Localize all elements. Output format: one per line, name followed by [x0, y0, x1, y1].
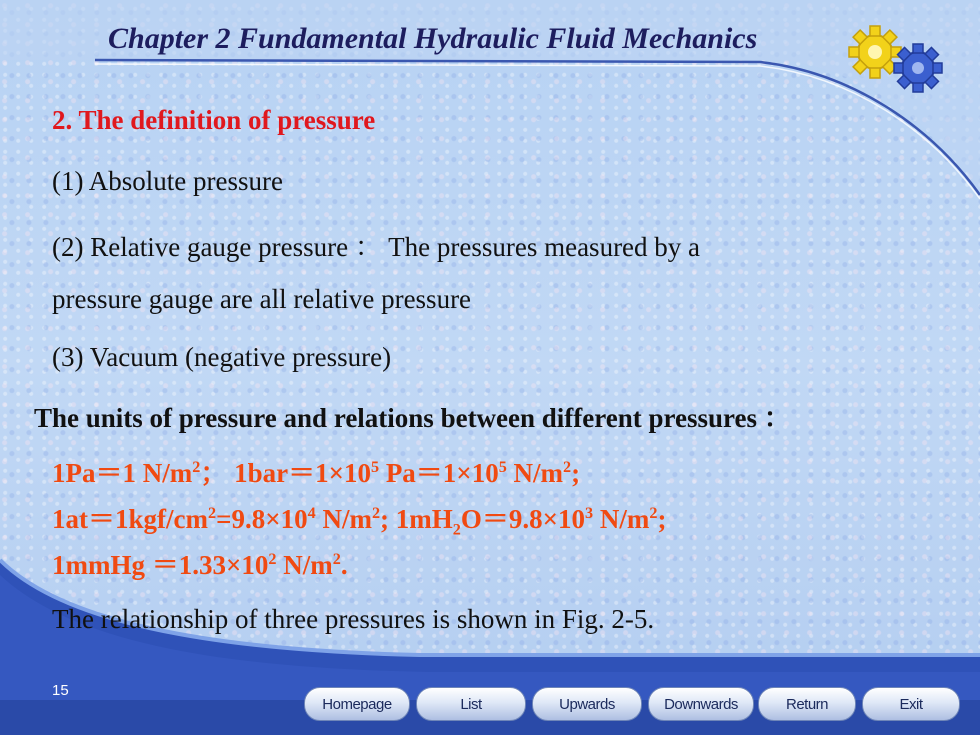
- upwards-button[interactable]: Upwards: [532, 687, 642, 721]
- units-heading: The units of pressure and relations between different pressures ：: [34, 403, 791, 433]
- relationship-text: The relationship of three pressures is shown in Fig. 2-5.: [52, 604, 655, 634]
- downwards-button[interactable]: Downwards: [648, 687, 754, 721]
- item-relative-pressure-cont: pressure gauge are all relative pressure: [52, 284, 472, 314]
- units-line-2: $1at=1kgf/cm^2=9.8\times 10^4$ $N/m^2$; $1mH_2O=9.8\times 10^3$ $N/m^2$;: [52, 504, 667, 539]
- page-number: 15: [52, 682, 69, 699]
- gears-icon: [840, 20, 960, 100]
- exit-button[interactable]: Exit: [862, 687, 960, 721]
- list-button[interactable]: List: [416, 687, 526, 721]
- units-line-3: 1mmHg $=1.33\times 10^2$ $N/m^2$.: [52, 550, 348, 580]
- item-vacuum: (3) Vacuum (negative pressure): [52, 342, 392, 372]
- item-absolute-pressure: (1) Absolute pressure: [52, 166, 283, 196]
- units-line-1: 1Pa＝1 $N/m^2$； $1bar=1\times 10^5$ $Pa=1\times 10^5$ $N/m^2$;: [52, 458, 581, 488]
- section-heading: 2. The definition of pressure: [52, 105, 376, 135]
- slide-title: Chapter 2 Fundamental Hydraulic Fluid Mechanics: [108, 22, 758, 55]
- return-button[interactable]: Return: [758, 687, 856, 721]
- homepage-button[interactable]: Homepage: [304, 687, 410, 721]
- item-relative-pressure: (2) Relative gauge pressure ： The pressures measured by a: [52, 232, 701, 262]
